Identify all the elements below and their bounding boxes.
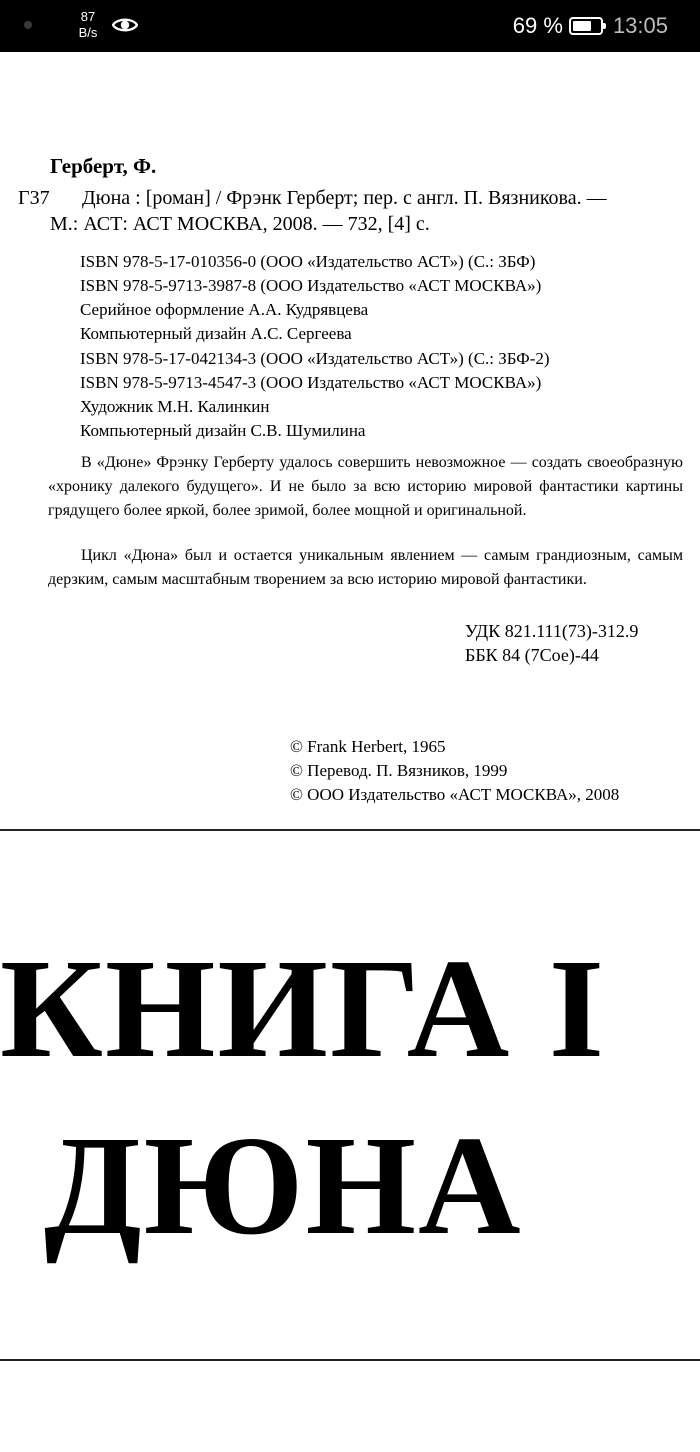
battery-level xyxy=(573,21,591,31)
bibliographic-line-1: Дюна : [роман] / Фрэнк Герберт; пер. с англ. П. Вязникова. — xyxy=(82,187,607,209)
battery-icon xyxy=(569,17,603,35)
annotation-text: В «Дюне» Фрэнку Герберту удалось совершить невозможное — создать своеобразную «хронику далекого будущего». И не было за всю историю мировой фантастики картины грядущего более яркой, более зримой, более мощной и оригинальной. xyxy=(48,454,683,519)
credit-line: Компьютерный дизайн С.В. Шумилина xyxy=(80,421,366,440)
isbn-line: ISBN 978-5-9713-3987-8 (ООО Издательство «АСТ МОСКВА») xyxy=(80,276,542,295)
network-speed-value: 87 xyxy=(80,9,96,24)
credit-line: Серийное оформление А.А. Кудрявцева xyxy=(80,300,369,319)
book-title-heading: ДЮНА xyxy=(44,1106,523,1264)
bbk-code: ББК 84 (7Сое)-44 xyxy=(465,645,599,665)
author-heading: Герберт, Ф. xyxy=(50,154,157,178)
annotation-paragraph-2 xyxy=(48,544,683,592)
classification-codes xyxy=(465,619,638,667)
credit-line: Художник М.Н. Калинкин xyxy=(80,397,270,416)
udk-code: УДК 821.111(73)-312.9 xyxy=(465,621,639,641)
isbn-line: ISBN 978-5-17-042134-3 (ООО «Издательство АСТ») (С.: ЗБФ-2) xyxy=(80,349,550,368)
annotation-text: Цикл «Дюна» был и остается уникальным явлением — самым грандиозным, самым дерзким, самым масштабным творением за всю историю мировой фантастики. xyxy=(48,547,683,588)
page-divider xyxy=(0,1359,700,1361)
copyright-line: © ООО Издательство «АСТ МОСКВА», 2008 xyxy=(290,785,620,804)
bibliographic-line-2: М.: АСТ: АСТ МОСКВА, 2008. — 732, [4] с. xyxy=(50,213,430,235)
book-part-heading: КНИГА I xyxy=(0,929,607,1087)
edition-block-2 xyxy=(80,347,550,443)
network-speed-unit: B/s xyxy=(78,25,98,40)
credit-line: Компьютерный дизайн А.С. Сергеева xyxy=(80,324,352,343)
copyright-block xyxy=(290,735,619,807)
clock: 13:05 xyxy=(612,13,668,38)
isbn-line: ISBN 978-5-17-010356-0 (ООО «Издательство АСТ») (С.: ЗБФ) xyxy=(80,252,536,271)
status-right xyxy=(513,13,668,39)
edition-block-1 xyxy=(80,250,541,346)
copyright-line: © Перевод. П. Вязников, 1999 xyxy=(290,761,508,780)
battery-percent: 69 % xyxy=(512,13,563,38)
page-divider xyxy=(0,829,700,831)
isbn-line: ISBN 978-5-9713-4547-3 (ООО Издательство «АСТ МОСКВА») xyxy=(80,373,542,392)
status-bar xyxy=(0,0,700,52)
annotation-paragraph-1 xyxy=(48,451,683,523)
network-speed xyxy=(76,9,100,41)
catalog-code: Г37 xyxy=(18,187,50,209)
copyright-line: © Frank Herbert, 1965 xyxy=(290,737,446,756)
notification-dot-icon xyxy=(24,21,32,29)
eye-icon xyxy=(112,15,138,40)
